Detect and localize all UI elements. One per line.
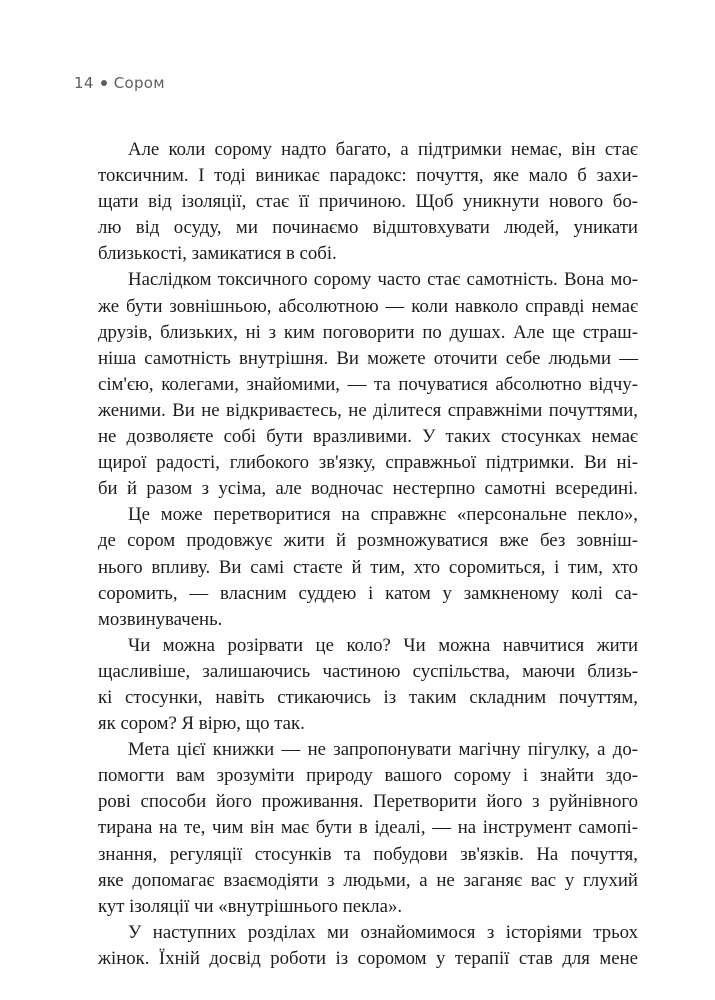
- text-line: друзів, близьких, ні з ким поговорити по душах. Але ще страш-: [98, 321, 638, 343]
- text-line: Це може перетворитися на справжнє «персональне пекло»,: [128, 504, 638, 526]
- text-line: знання, регуляції стосунків та побудови зв'язків. На почуття,: [98, 843, 638, 865]
- text-line: же бути зовнішньою, абсолютною — коли навколо справді немає: [98, 295, 638, 317]
- body-text: [98, 137, 638, 972]
- text-line: мозвинувачень.: [98, 608, 223, 630]
- text-line: женими. Ви не відкриваєтесь, не ділитеся справжніми почуттями,: [98, 399, 638, 421]
- text-line: кут ізоляції чи «внутрішнього пекла».: [98, 895, 403, 917]
- running-header: [74, 74, 165, 92]
- text-line: де сором продовжує жити й розмножуватися вже без зовніш-: [98, 530, 638, 552]
- text-line: жінок. Їхній досвід роботи із соромом у терапії став для мене: [98, 947, 638, 969]
- text-line: сім'єю, колегами, знайомими, — та почуватися абсолютно відчу-: [98, 373, 638, 395]
- text-line: лю від осуду, ми починаємо відштовхувати людей, уникати: [98, 217, 638, 239]
- text-line: не дозволяєте собі бути вразливими. У таких стосунках немає: [98, 426, 638, 448]
- text-line: помогти вам зрозуміти природу вашого сорому і знайти здо-: [98, 765, 638, 787]
- text-line: рові способи його проживання. Перетворити його з руйнівного: [98, 791, 638, 813]
- text-line: як сором? Я вірю, що так.: [98, 713, 305, 735]
- text-line: токсичним. І тоді виникає парадокс: почуття, яке мало б захи-: [98, 165, 638, 187]
- text-line: би й разом з усіма, але водночас нестерпно самотні всередині.: [98, 478, 638, 500]
- text-line: щирої радості, глибокого зв'язку, справжньої підтримки. Ви ні-: [98, 452, 638, 474]
- text-line: щасливіше, залишаючись частиною суспільства, маючи близь-: [98, 660, 638, 682]
- text-line: нього впливу. Ви самі стаєте й тим, хто соромиться, і тим, хто: [98, 556, 638, 578]
- text-line: тирана на те, чим він має бути в ідеалі, — на інструмент самопі-: [98, 817, 638, 839]
- text-line: щати від ізоляції, стає її причиною. Щоб уникнути нового бо-: [98, 191, 638, 213]
- text-line: близькості, замикатися в собі.: [98, 243, 337, 265]
- text-line: соромить, — власним суддею і катом у замкненому колі са-: [98, 582, 638, 604]
- page-number: 14: [74, 74, 94, 92]
- text-line: Наслідком токсичного сорому часто стає самотність. Вона мо-: [128, 269, 638, 291]
- text-line: У наступних розділах ми ознайомимося з історіями трьох: [128, 921, 638, 943]
- text-line: яке допомагає взаємодіяти з людьми, а не заганяє вас у глухий: [98, 869, 638, 891]
- section-title: Сором: [113, 74, 165, 92]
- text-line: Мета цієї книжки — не запропонувати магічну пігулку, а до-: [128, 739, 638, 761]
- text-line: Чи можна розірвати це коло? Чи можна навчитися жити: [128, 634, 638, 656]
- text-line: кі стосунки, навіть стикаючись із таким складним почуттям,: [98, 686, 638, 708]
- text-line: Але коли сорому надто багато, а підтримки немає, він стає: [128, 139, 638, 160]
- text-line: ніша самотність внутрішня. Ви можете оточити себе людьми —: [98, 347, 638, 369]
- bullet-separator-icon: [101, 80, 107, 86]
